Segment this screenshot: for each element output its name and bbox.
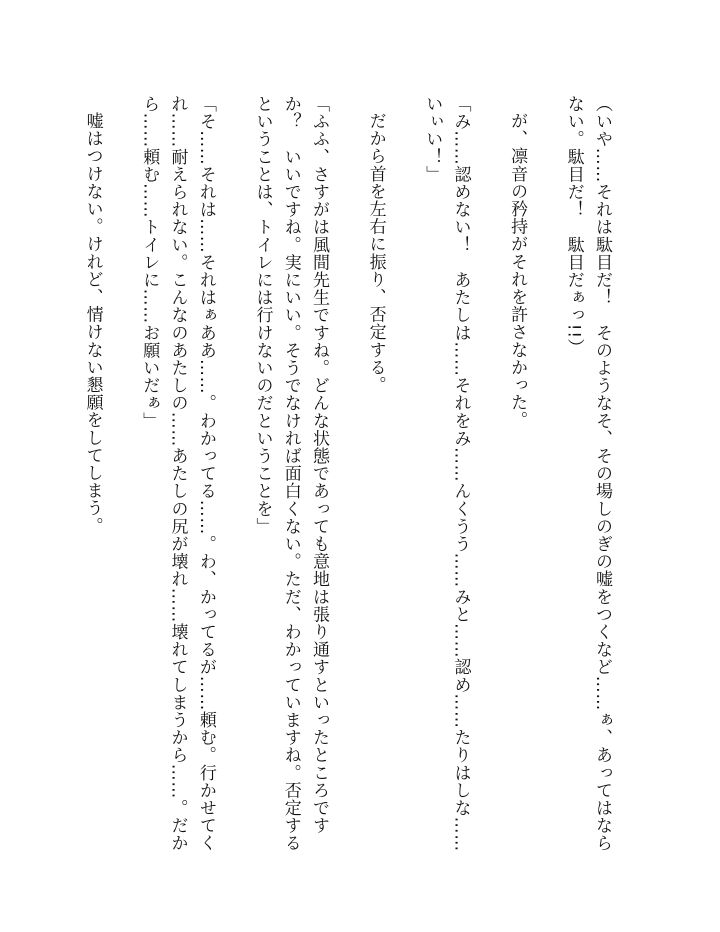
paragraph-4: だから首を左右に振り、否定する。 [365,112,386,394]
paragraph-2: が、凛音の矜持がそれを許さなかった。 [507,112,528,429]
blank-line [107,95,135,855]
vertical-text-body [82,95,616,855]
paragraph-7: 嘘はつけない。けれど、情けない懇願をしてしまう。 [82,112,103,535]
blank-line [390,95,418,855]
blank-line [333,95,361,855]
blank-line [220,95,248,855]
blank-line [475,95,503,855]
paragraph-5: 「ふふ、さすがは風間先生ですね。どんな状態であっても意地は張り通すといったところですか？ いいですね。実にいい。そうでなければ面白くない。ただ、わかっていますね。否定するということは、トイレには行けないのだということを」 [252,95,330,852]
paragraph-6: 「そ……それは……それはぁああ……。わかってる……。わ、かってるが……頼む。行かせてくれ……耐えられない。こんなのあたしの……あたしの尻が壊れ……壊れてしまうから……。だから……頼む……トイレに……お願いだぁ」 [139,95,216,852]
paragraph-1: （いや……それは駄目だ！ そのようなそ、その場しのぎの嘘をつくなど……ぁ、あってはならない。駄目だ！ 駄目だぁっ!!） [563,95,612,852]
blank-line [531,95,559,855]
paragraph-3: 「み……認めない！ あたしは……それをみ……んくうう……みと……認め……たりはしな……いぃい！」 [422,95,471,852]
